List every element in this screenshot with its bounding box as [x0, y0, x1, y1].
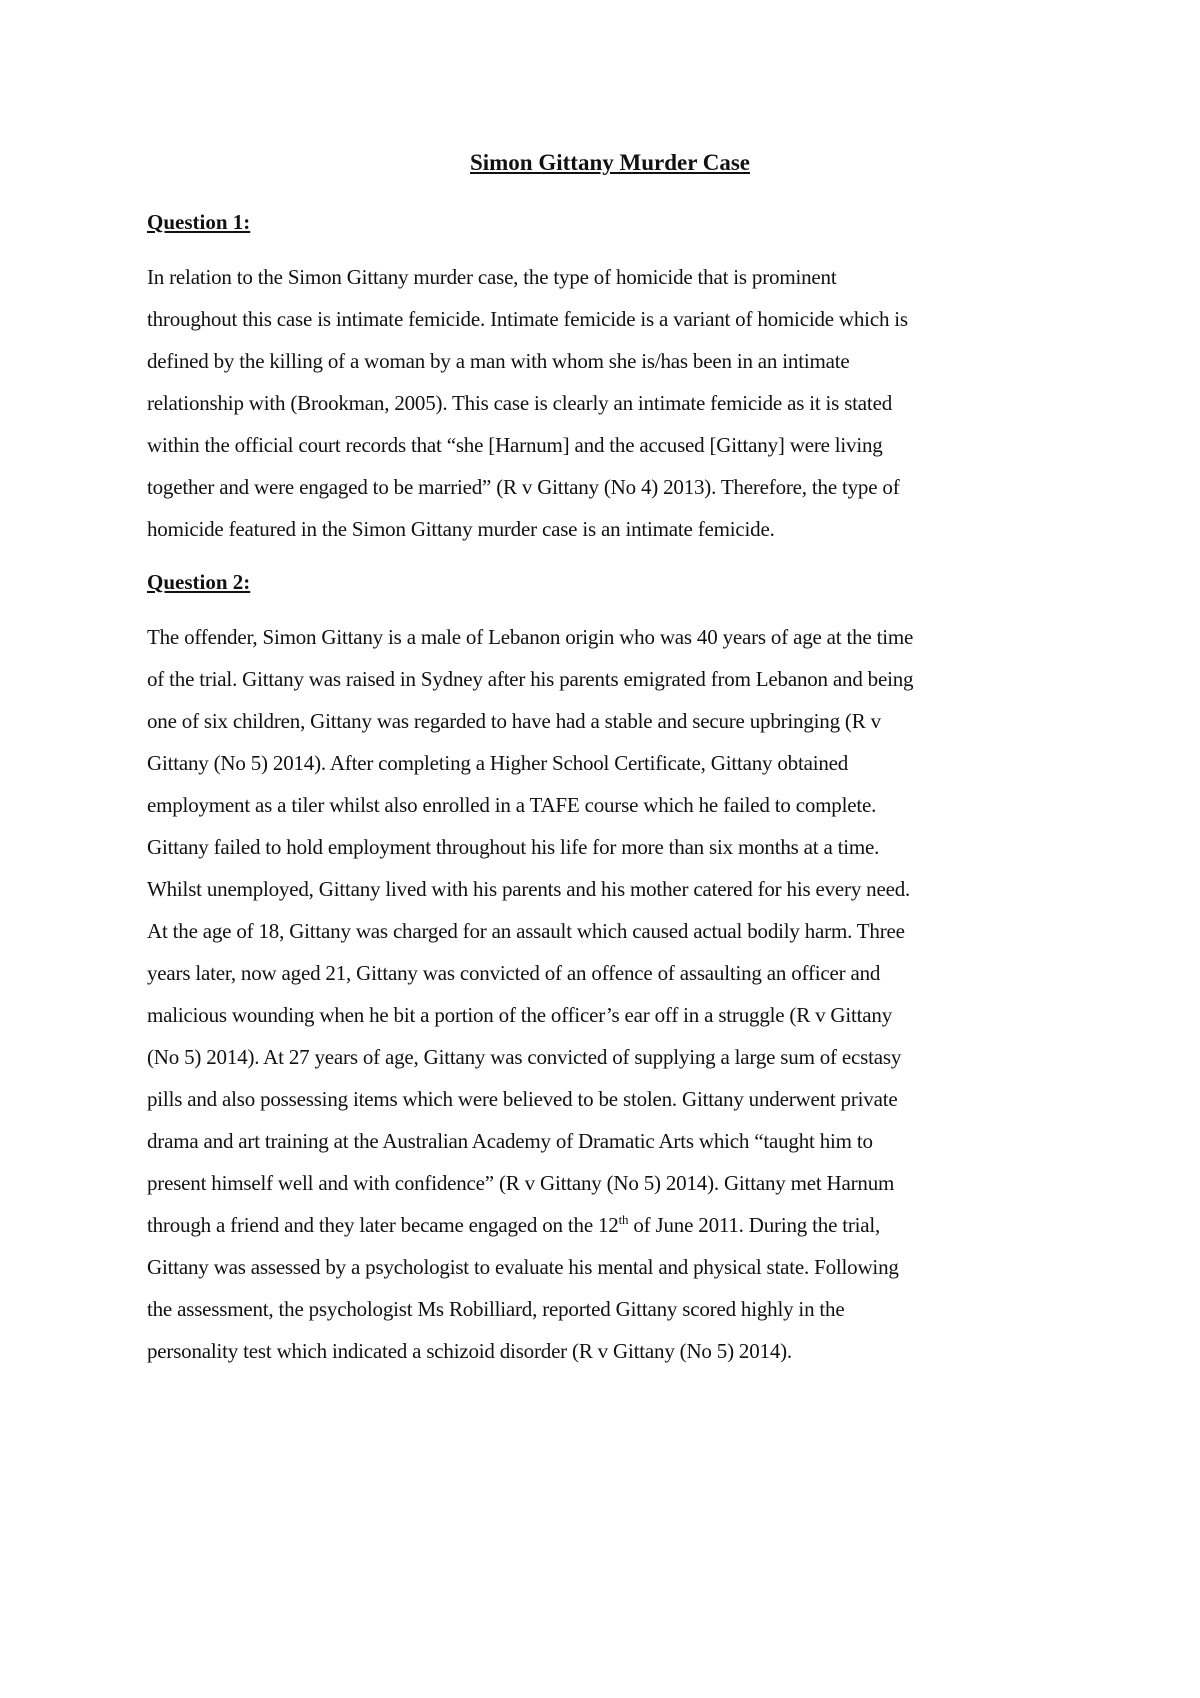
line-text-after: of June 2011. During the trial, — [628, 1213, 881, 1237]
question-1-paragraph — [147, 256, 1067, 550]
paragraph-line: the assessment, the psychologist Ms Robilliard, reported Gittany scored highly in the — [147, 1297, 845, 1321]
paragraph-line: In relation to the Simon Gittany murder case, the type of homicide that is prominent — [147, 265, 837, 289]
paragraph-line: one of six children, Gittany was regarded to have had a stable and secure upbringing (R v — [147, 709, 881, 733]
paragraph-line: Whilst unemployed, Gittany lived with his parents and his mother catered for his every need. — [147, 877, 911, 901]
document-title: Simon Gittany Murder Case — [469, 150, 751, 175]
paragraph-line: years later, now aged 21, Gittany was convicted of an offence of assaulting an officer and — [147, 961, 881, 985]
paragraph-line: defined by the killing of a woman by a man with whom she is/has been in an intimate — [147, 349, 850, 373]
paragraph-line: employment as a tiler whilst also enrolled in a TAFE course which he failed to complete. — [147, 793, 877, 817]
document-page — [147, 142, 1067, 1386]
paragraph-line: of the trial. Gittany was raised in Sydney after his parents emigrated from Lebanon and being — [147, 667, 914, 691]
paragraph-line: relationship with (Brookman, 2005). This case is clearly an intimate femicide as it is stated — [147, 391, 892, 415]
question-1-heading: Question 1: — [147, 210, 251, 234]
paragraph-line: drama and art training at the Australian Academy of Dramatic Arts which “taught him to — [147, 1129, 873, 1153]
question-2-paragraph — [147, 616, 1067, 1372]
paragraph-line: present himself well and with confidence” (R v Gittany (No 5) 2014). Gittany met Harnum — [147, 1171, 895, 1195]
line-text-before: through a friend and they later became engaged on the 12 — [147, 1213, 619, 1237]
paragraph-line: within the official court records that “she [Harnum] and the accused [Gittany] were living — [147, 433, 883, 457]
paragraph-line: malicious wounding when he bit a portion of the officer’s ear off in a struggle (R v Gittany — [147, 1003, 893, 1027]
paragraph-line: together and were engaged to be married” (R v Gittany (No 4) 2013). Therefore, the type of — [147, 475, 900, 499]
paragraph-line: The offender, Simon Gittany is a male of Lebanon origin who was 40 years of age at the time — [147, 625, 914, 649]
paragraph-line: homicide featured in the Simon Gittany murder case is an intimate femicide. — [147, 517, 775, 541]
paragraph-line: At the age of 18, Gittany was charged for an assault which caused actual bodily harm. Three — [147, 919, 905, 943]
paragraph-line: Gittany (No 5) 2014). After completing a Higher School Certificate, Gittany obtained — [147, 751, 849, 775]
paragraph-line: Gittany failed to hold employment throughout his life for more than six months at a time. — [147, 835, 880, 859]
question-2-heading: Question 2: — [147, 570, 251, 594]
paragraph-line: pills and also possessing items which were believed to be stolen. Gittany underwent private — [147, 1087, 898, 1111]
paragraph-line: personality test which indicated a schizoid disorder (R v Gittany (No 5) 2014). — [147, 1339, 792, 1363]
paragraph-line: throughout this case is intimate femicide. Intimate femicide is a variant of homicide which is — [147, 307, 908, 331]
paragraph-line: Gittany was assessed by a psychologist to evaluate his mental and physical state. Following — [147, 1255, 899, 1279]
paragraph-line: (No 5) 2014). At 27 years of age, Gittany was convicted of supplying a large sum of ecstasy — [147, 1045, 902, 1069]
ordinal-superscript: th — [618, 1212, 629, 1227]
paragraph-line-with-superscript — [147, 1204, 1067, 1246]
